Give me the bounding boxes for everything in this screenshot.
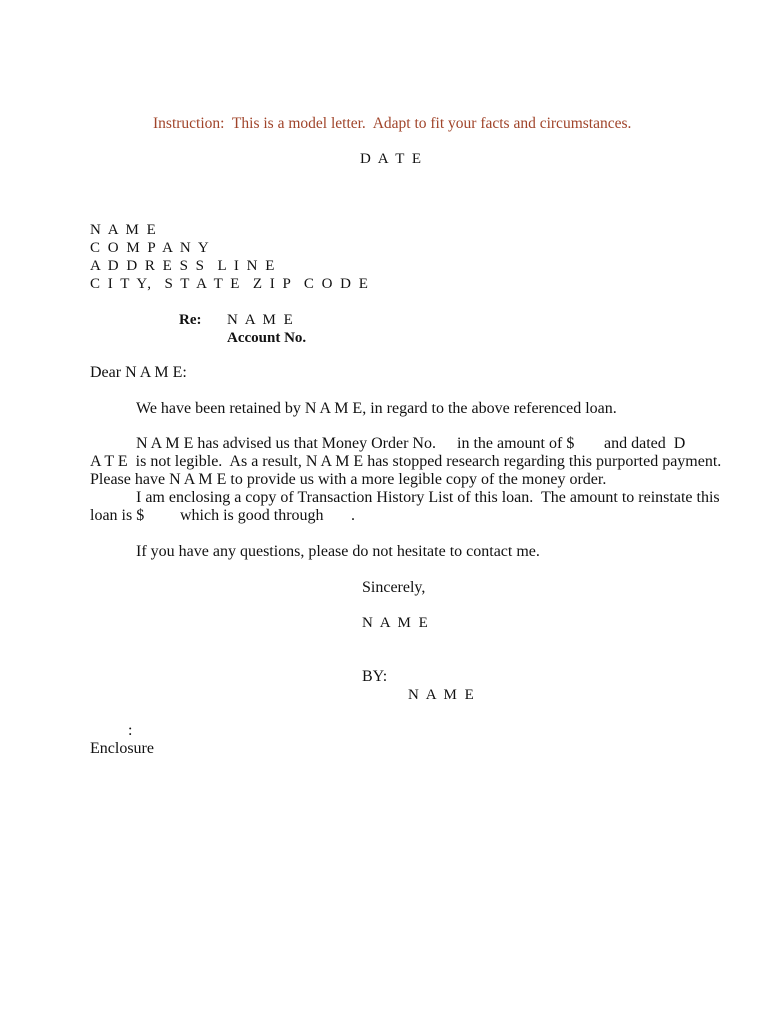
re-label: Re: [179, 312, 202, 328]
salutation: Dear N A M E: [90, 364, 187, 381]
closing-name: N A M E [362, 615, 430, 631]
body-paragraph-4: If you have any questions, please do not hesitate to contact me. [136, 543, 540, 560]
body-paragraph-2-line-2: A T E is not legible. As a result, N A M E has stopped research regarding this purported payment. [90, 453, 722, 470]
body-paragraph-3-line-2b: which is good through [180, 507, 324, 524]
body-paragraph-2-line-3: Please have N A M E to provide us with a more legible copy of the money order. [90, 471, 607, 488]
body-paragraph-3-line-2a: loan is $ [90, 507, 145, 524]
re-name: N A M E [227, 312, 295, 328]
initials-colon: : [128, 722, 133, 739]
account-number-label: Account No. [227, 330, 307, 346]
letter-date: D A T E [360, 151, 424, 167]
recipient-city-state-zip: C I T Y, S T A T E Z I P C O D E [90, 276, 370, 292]
recipient-name: N A M E [90, 222, 158, 238]
body-paragraph-3-line-2c: . [351, 507, 355, 524]
signature-by-label: BY: [362, 668, 388, 685]
body-paragraph-3-line-1: I am enclosing a copy of Transaction History List of this loan. The amount to reinstate this [136, 489, 720, 506]
body-paragraph-1: We have been retained by N A M E, in regard to the above referenced loan. [136, 400, 617, 417]
body-paragraph-2-line-1a: N A M E has advised us that Money Order No. [136, 435, 436, 452]
body-paragraph-2-line-1b: in the amount of $ [457, 435, 575, 452]
instruction-note: Instruction: This is a model letter. Adapt to fit your facts and circumstances. [153, 115, 632, 132]
enclosure-note: Enclosure [90, 740, 154, 757]
body-paragraph-2-line-1c: and dated D [604, 435, 686, 452]
recipient-company: C O M P A N Y [90, 240, 211, 256]
closing-sincerely: Sincerely, [362, 579, 426, 596]
signature-name: N A M E [408, 687, 476, 703]
recipient-address: A D D R E S S L I N E [90, 258, 277, 274]
